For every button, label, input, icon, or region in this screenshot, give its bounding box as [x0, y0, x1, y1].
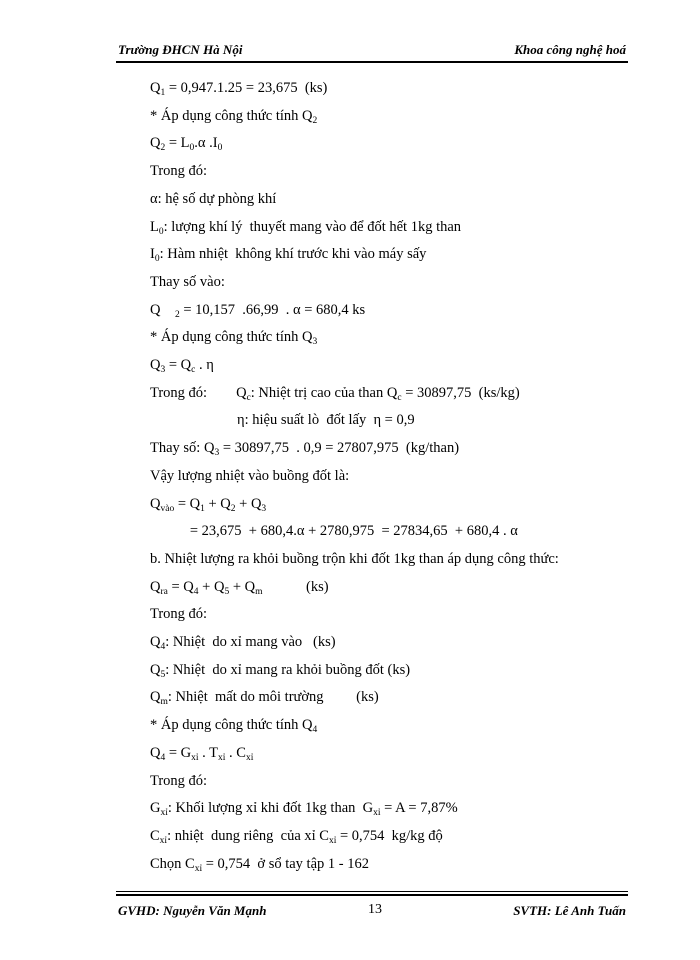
subscript: 0 [158, 226, 164, 237]
text-line [150, 717, 317, 734]
text-run: η: hiệu suất lò đốt lấy η = 0,9 [150, 412, 415, 429]
text-line [150, 800, 458, 817]
text-run: b. Nhiệt lượng ra khỏi buồng trộn khi đốt 1kg than áp dụng công thức: [150, 550, 559, 567]
footer-rule-bottom [116, 894, 628, 896]
subscript: m [255, 586, 263, 597]
text-line [150, 662, 410, 679]
subscript: 0 [189, 143, 195, 154]
subscript: 3 [261, 503, 267, 514]
text-line [150, 135, 222, 152]
text-run: Trong đó: [150, 163, 208, 180]
text-line [150, 302, 365, 319]
header-rule [116, 61, 628, 63]
text-run: Trong đó: Q [150, 384, 247, 401]
subscript: 2 [160, 143, 166, 154]
text-run: Thay số: Q [150, 440, 215, 457]
footer-advisor: GVHD: Nguyễn Văn Mạnh [118, 903, 267, 918]
subscript: 4 [160, 642, 166, 652]
text-run: = G [165, 744, 192, 761]
text-run: = 23,675 + 680,4.α + 2780,975 = 27834,65 + 680,4 . α [150, 523, 518, 540]
text-run: C [150, 827, 160, 844]
text-line [150, 773, 207, 790]
text-run: Q [150, 135, 161, 152]
subscript: 0 [154, 254, 160, 265]
text-run: : Hàm nhiệt không khí trước khi vào máy sấy [159, 246, 427, 263]
text-line [150, 385, 520, 402]
text-run: Q [150, 357, 161, 373]
subscript: xỉ [191, 752, 199, 763]
text-run: Q [150, 661, 161, 678]
text-line [150, 80, 327, 97]
text-line [150, 468, 349, 485]
subscript: c [246, 392, 251, 403]
text-run: + Q [229, 578, 256, 595]
text-run: = L [165, 135, 190, 152]
footer-student: SVTH: Lê Anh Tuấn [513, 903, 626, 918]
text-run: * Áp dụng công thức tính Q [150, 107, 313, 124]
text-run: = Q [174, 495, 201, 512]
text-run: Q [150, 744, 161, 761]
text-line [150, 246, 426, 263]
subscript: 4 [160, 752, 166, 763]
page-header [118, 40, 626, 60]
subscript: m [160, 697, 168, 708]
text-run: = 0,754 ở sổ tay tập 1 - 162 [202, 855, 369, 872]
subscript: 3 [160, 365, 166, 375]
text-line [150, 689, 379, 706]
subscript: 3 [214, 448, 220, 459]
text-run: I [150, 246, 155, 263]
subscript: xỉ [328, 835, 337, 846]
page-footer [118, 903, 626, 923]
subscript: 2 [230, 503, 236, 514]
text-line [150, 745, 253, 762]
text-run: = 10,157 .66,99 . α = 680,4 ks [179, 301, 366, 318]
text-run: = 30897,75 . 0,9 = 27807,975 (kg/than) [219, 440, 460, 457]
text-run: : Nhiệt do xỉ mang vào (ks) [165, 634, 336, 650]
page-number: 13 [368, 902, 382, 917]
text-run: : Nhiệt trị cao của than Q [250, 384, 398, 401]
text-run: Q [150, 495, 161, 512]
header-school: Trường ĐHCN Hà Nội [118, 42, 243, 57]
subscript: xỉ [194, 863, 203, 874]
text-line [150, 219, 461, 236]
text-run: = Q [167, 578, 194, 595]
text-run: α: hệ số dự phòng khí [150, 190, 277, 207]
subscript: xỉ [245, 752, 254, 763]
text-line [150, 357, 214, 374]
text-run: + Q [198, 578, 225, 595]
subscript: ra [160, 586, 168, 597]
text-run: . η [195, 357, 214, 373]
text-run: . T [198, 744, 219, 761]
text-run: = A = 7,87% [380, 800, 458, 817]
text-line [150, 579, 329, 596]
text-line [150, 551, 559, 568]
subscript: vào [160, 503, 175, 514]
text-line [150, 523, 518, 540]
subscript: xỉ [373, 808, 381, 819]
text-run: = Q [165, 357, 192, 373]
subscript: 3 [312, 337, 318, 348]
subscript: c [191, 365, 196, 375]
text-run: + Q [204, 495, 231, 512]
text-run: * Áp dụng công thức tính Q [150, 329, 313, 346]
text-run: Chọn C [150, 855, 195, 872]
text-run: = 0,947.1.25 = 23,675 (ks) [165, 80, 328, 96]
footer-rule-top [116, 891, 628, 892]
header-faculty: Khoa công nghệ hoá [514, 42, 626, 57]
text-run: (ks) [262, 578, 329, 595]
text-run: .α .I [194, 135, 218, 152]
text-line [150, 163, 207, 180]
text-line [150, 634, 336, 651]
subscript: xỉ [159, 835, 168, 846]
subscript: 5 [224, 586, 230, 597]
text-run: : Nhiệt do xỉ mang ra khỏi buồng đốt (ks) [165, 661, 411, 678]
text-line [150, 856, 369, 873]
text-line [150, 108, 317, 125]
subscript: xỉ [218, 752, 226, 763]
text-line [150, 329, 317, 346]
text-run: Q [150, 578, 161, 595]
text-run: Trong đó: [150, 606, 208, 623]
text-line [150, 496, 266, 513]
text-run: Thay số vào: [150, 273, 225, 290]
text-run: Q [150, 301, 175, 318]
text-run: Q [150, 689, 161, 706]
subscript: 0 [217, 143, 223, 154]
text-run: = 30897,75 (ks/kg) [401, 384, 520, 401]
text-run: G [150, 800, 161, 817]
text-line [150, 191, 276, 208]
subscript: 2 [174, 309, 180, 320]
text-run: : nhiệt dung riêng của xỉ C [167, 827, 329, 844]
text-line [150, 412, 415, 429]
text-run: + Q [235, 495, 262, 512]
subscript: 4 [193, 586, 199, 597]
text-line [150, 440, 459, 457]
text-run: Trong đó: [150, 772, 208, 789]
text-run: . C [225, 744, 246, 761]
subscript: 2 [312, 115, 318, 126]
subscript: 1 [160, 88, 166, 98]
text-run: = 0,754 kg/kg độ [336, 827, 443, 844]
text-run: Vậy lượng nhiệt vào buồng đốt là: [150, 467, 350, 484]
text-run: : lượng khí lý thuyết mang vào để đốt hết 1kg than [163, 218, 462, 235]
subscript: 4 [312, 725, 318, 736]
text-line [150, 274, 225, 291]
text-run: L [150, 218, 159, 235]
text-run: : Khối lượng xỉ khi đốt 1kg than G [167, 800, 374, 817]
subscript: xỉ [160, 808, 168, 819]
text-line [150, 828, 443, 845]
text-run: Q [150, 634, 161, 650]
text-run: : Nhiệt mất do môi trường (ks) [167, 689, 379, 706]
subscript: 1 [200, 503, 205, 514]
text-run: * Áp dụng công thức tính Q [150, 717, 313, 734]
subscript: 5 [160, 669, 166, 680]
text-line [150, 606, 207, 623]
text-run: Q [150, 80, 161, 96]
subscript: c [397, 392, 402, 403]
